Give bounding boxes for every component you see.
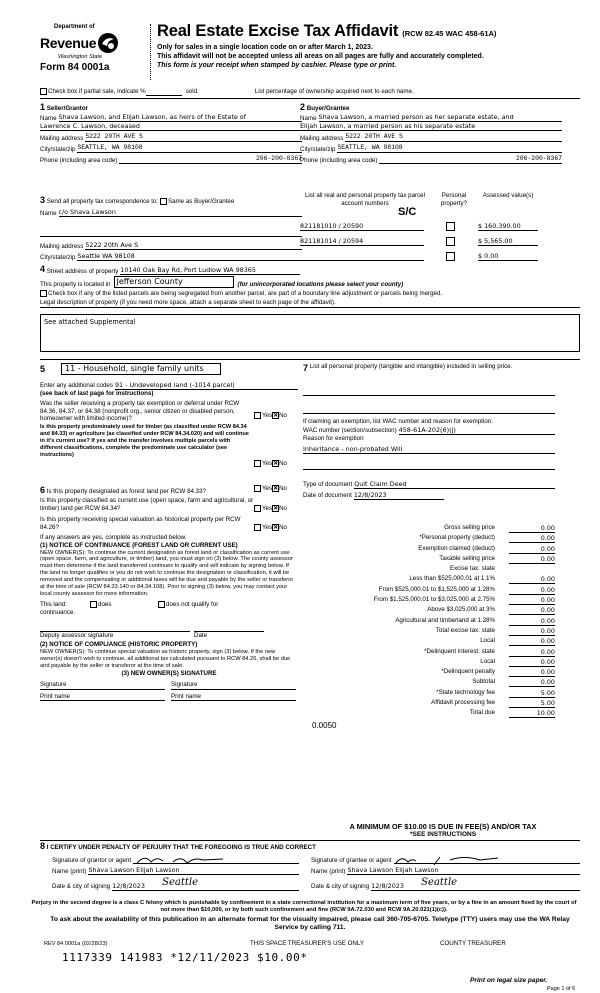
perjury-notice: Perjury in the second degree is a class C felony which is punishable by confinement in a state correctional institution for a maximum term of five years, or by a fine in an amount fixed by the court of not more than $10,000, or by both such confinement and fine (RCW 9A.72.030 and RCW 9A.20.021(1)(c)). xyxy=(31,900,577,913)
land-use-code-select[interactable]: 11 - Household, single family units xyxy=(61,363,221,375)
section-number: 4 xyxy=(40,264,46,274)
exemption-question: Was the seller receiving a property tax exemption or deferral under RCW 84.36, 84.37, or 84.38 (nonprofit org., senior citizen or disabled person, homeowner with limited income)? xyxy=(40,399,240,423)
header-note-3: This form is your receipt when stamped by cashier. Please type or print. xyxy=(157,62,397,70)
calc-label: Gross selling price xyxy=(444,524,495,531)
yes-label: Yes xyxy=(262,524,273,532)
page-number: Page 1 of 6 xyxy=(547,986,576,992)
yes-label: Yes xyxy=(262,485,273,493)
parcel-number-field[interactable] xyxy=(300,253,424,261)
notice-compliance-title: (2) NOTICE OF COMPLIANCE (HISTORIC PROPERTY) xyxy=(40,641,198,649)
calc-label: *Delinquent penalty xyxy=(441,668,495,676)
calc-row xyxy=(303,689,555,699)
grantor-name-field[interactable]: Shava Lawson Elijah Lawson xyxy=(88,866,299,875)
form-citation: (RCW 82.45 WAC 458-61A) xyxy=(402,29,497,38)
calc-label: Local xyxy=(480,637,495,645)
calc-row xyxy=(303,545,555,555)
section-number: 3 xyxy=(40,195,46,205)
location-section xyxy=(40,264,580,352)
section-5 xyxy=(40,363,298,468)
city-label: City/state/zip xyxy=(300,145,336,153)
calc-value[interactable]: 0.00 xyxy=(509,555,555,564)
seller-address-field[interactable]: 5222 20TH AVE S xyxy=(85,133,302,142)
calc-row xyxy=(303,678,555,688)
additional-codes-label: Enter any additional codes xyxy=(40,382,113,390)
partial-pct-field[interactable] xyxy=(146,88,182,96)
grantee-signature-label: Signature of grantee or agent xyxy=(311,856,392,864)
grantor-signature-field[interactable] xyxy=(133,854,299,864)
sc-stamp: S/C xyxy=(398,206,417,218)
section-number: 7 xyxy=(303,363,309,373)
assessed-value-field[interactable]: $ 0.00 xyxy=(478,252,538,261)
parcel-header: List all real and personal property tax parcel account numbers xyxy=(304,192,426,207)
section-8 xyxy=(40,841,580,891)
forest-no-checkbox[interactable]: ✕ xyxy=(273,486,279,492)
form-title: Real Estate Excise Tax Affidavit xyxy=(157,22,399,40)
see-back-note: (see back of last page for instructions) xyxy=(40,390,154,397)
current-use-yes-checkbox[interactable] xyxy=(254,505,261,512)
grantor-signature-label: Signature of grantor or agent xyxy=(52,856,132,864)
header-divider xyxy=(150,24,151,80)
grantee-signature-field[interactable] xyxy=(394,854,580,864)
historic-yes-checkbox[interactable] xyxy=(254,524,261,531)
reason-line[interactable] xyxy=(303,462,555,470)
deputy-signature-field[interactable]: Deputy assessor signature xyxy=(40,631,190,640)
exemption-label: If claiming an exemption, list WAC number and reason for exemption. xyxy=(303,418,493,426)
calc-label: Agricultural and timberland at 1.28% xyxy=(395,616,495,624)
calc-value[interactable]: 0.00 xyxy=(509,586,555,595)
grantor-signature-icon xyxy=(133,854,253,866)
segregate-checkbox[interactable] xyxy=(40,290,47,297)
date-city-label: Date & city of signing xyxy=(311,883,370,890)
grantor-city-field[interactable]: Seattle xyxy=(162,877,299,891)
section-number: 5 xyxy=(40,363,46,374)
calc-label: Above $3,025,000 at 3% xyxy=(427,606,495,614)
grantee-date-field[interactable]: 12/8/2023 xyxy=(371,882,421,891)
seller-name-line1[interactable]: Shava Lawson, and Elijah Lawson, as heirs of the Estate of xyxy=(59,113,302,122)
calc-row xyxy=(303,586,555,596)
this-land-label: This land: xyxy=(40,601,67,609)
calc-label: From $525,000.01 to $1,525,000 at 1.28% xyxy=(378,585,495,593)
calc-value[interactable]: 0.00 xyxy=(509,606,555,615)
name-label: Name xyxy=(40,209,57,217)
buyer-phone-field[interactable]: 206-200-8367 xyxy=(379,155,562,164)
city-label: City/state/zip xyxy=(40,145,76,153)
phone-label: Phone (including area code) xyxy=(40,156,118,164)
q1-no-checkbox[interactable]: ✕ xyxy=(273,412,279,419)
see-instructions-note: *SEE INSTRUCTIONS xyxy=(409,831,477,838)
buyer-address-field[interactable]: 5222 20TH AVE S xyxy=(345,133,562,142)
continuance-label: continuance. xyxy=(40,608,76,616)
partial-sale-checkbox[interactable] xyxy=(40,88,47,95)
deputy-date-field[interactable]: Date xyxy=(194,631,264,640)
mailing-address-label: Mailing address xyxy=(40,134,84,142)
state-label: Washington State xyxy=(58,53,103,60)
if-yes-note: If any answers are yes, complete as instructed below. xyxy=(40,534,187,542)
notice-continuance-title: (1) NOTICE OF CONTINUANCE (FOREST LAND OR CURRENT USE) xyxy=(40,541,238,549)
blank-line[interactable] xyxy=(40,229,302,237)
additional-codes-field[interactable]: 91 - Undeveloped land (-1014 parcel) xyxy=(115,381,298,390)
forest-yes-checkbox[interactable] xyxy=(254,485,261,492)
parcel-number-field[interactable]: 821181014 / 20594 xyxy=(300,237,424,246)
reason-field[interactable]: Inheritance - non-probated Will xyxy=(303,445,555,454)
street-label: Street address of property xyxy=(46,267,119,275)
buyer-name-line2[interactable]: Elijah Lawson, a married person as his separate estate xyxy=(300,122,562,131)
calc-label: *Personal property (deduct) xyxy=(419,534,495,542)
seller-section xyxy=(40,102,302,164)
timber-agri-question: Is this property predominately used for timber (as classified under RCW 84.34 and 84.33) or agriculture (as classified under RCW 84.34.020) and will continue in it's current use? If yes and the transfer involves multiple parcels with different classifications, complete the predominate use calculator (see instructions) xyxy=(40,424,249,458)
q1-yes-checkbox[interactable] xyxy=(254,412,261,419)
calc-value[interactable]: 0.00 xyxy=(509,534,555,543)
accessibility-notice: To ask about the availability of this publication in an alternate format for the visually impaired, please call 360-705-6705. Teletype (TTY) users may use the WA Relay Service by calling 711. xyxy=(50,916,570,932)
calc-row xyxy=(303,627,555,637)
calc-value[interactable]: 5.00 xyxy=(509,699,555,708)
calc-row xyxy=(303,555,555,565)
no-label: No xyxy=(279,411,288,419)
revenue-wordmark: Revenue xyxy=(40,34,97,51)
calc-label: *Delinquent interest: state xyxy=(424,647,495,655)
personal-property-line[interactable] xyxy=(303,406,555,414)
section-number: 6 xyxy=(40,485,46,495)
calc-label: From $1,525,000.01 to $3,025,000 at 2.75% xyxy=(373,596,495,604)
doc-type-field[interactable]: Quit Claim Deed xyxy=(354,480,555,489)
tax-calculation xyxy=(303,524,555,720)
new-owner-signature-2[interactable]: Signature xyxy=(171,681,296,690)
doc-date-field[interactable]: 12/8/2023 xyxy=(354,491,444,500)
historic-no-checkbox[interactable]: ✕ xyxy=(273,525,279,532)
personal-property-cell xyxy=(424,252,478,261)
seller-heading: Seller/Grantor xyxy=(46,105,89,112)
calc-row xyxy=(303,668,555,678)
new-owner-signature-1[interactable]: Signature xyxy=(40,681,165,690)
date-city-label: Date & city of signing xyxy=(52,883,111,890)
personal-property-cell xyxy=(424,222,478,231)
wac-label: WAC number (section/subsection) xyxy=(303,427,397,435)
new-owner-signature-title: (3) NEW OWNER(S) SIGNATURE xyxy=(121,670,217,678)
yes-label: Yes xyxy=(262,460,273,468)
calc-label: Total excise tax: state xyxy=(435,626,495,634)
parcel-rows xyxy=(300,222,562,261)
forest-question: Is this property designated as forest land per RCW 84.33? xyxy=(46,488,206,495)
calc-row xyxy=(303,575,555,585)
section-number: 2 xyxy=(300,102,306,112)
calc-value[interactable]: 0.00 xyxy=(509,617,555,626)
wac-field[interactable]: 458-61A-202(6)(j) xyxy=(399,426,555,435)
historic-question: Is this property receiving special valuation as historical property per RCW 84.26? xyxy=(40,516,241,531)
calc-row xyxy=(303,565,555,575)
section-number: 1 xyxy=(40,102,46,112)
calc-value[interactable]: 0.00 xyxy=(509,648,555,657)
personal-property-cell xyxy=(424,237,478,246)
calc-value[interactable]: 0.00 xyxy=(509,524,555,533)
calc-row xyxy=(303,658,555,668)
no-label: No xyxy=(279,460,288,468)
send-address-field[interactable]: 5222 20th Ave S xyxy=(85,241,302,250)
form-number: Form 84 0001a xyxy=(40,62,110,74)
buyer-heading: Buyer/Grantee xyxy=(306,105,350,112)
calc-value[interactable]: 0.00 xyxy=(509,627,555,636)
county-label: This property is located in xyxy=(40,280,111,288)
same-as-buyer-label: Same as Buyer/Grantee xyxy=(167,198,235,205)
reason-label: Reason for exemption xyxy=(303,435,364,442)
buyer-city-field[interactable]: SEATTLE, WA 98108 xyxy=(337,144,562,153)
county-select[interactable]: Jefferson County xyxy=(114,276,234,288)
section-number: 8 xyxy=(40,841,46,851)
calc-label: Exemption claimed (deduct) xyxy=(418,544,495,552)
partial-sale-label: Check box if partial sale, indicate % xyxy=(48,88,146,95)
no-label: No xyxy=(279,505,288,513)
send-name-field[interactable]: c/o Shava Lawson xyxy=(59,208,302,217)
personal-property-label: List all personal property (tangible and intangible) included in selling price. xyxy=(309,363,513,370)
calc-label: Less than $525,000.01 at 1.1% xyxy=(409,575,495,583)
yes-label: Yes xyxy=(262,411,273,419)
county-note: (for unincorporated locations please select your county) xyxy=(237,280,404,288)
personal-property-header: Personal property? xyxy=(440,192,468,207)
notice-continuance-body: NEW OWNER(S): To continue the current designation as forest land or classification as current use (open space, farm, and agriculture, or timber) land, you must sign on (3) below. The county assessor must then determine if the land transferred continues to qualify and will indicate by signing below. If the land no longer qualifies or you do not wish to continue the designation or classification, it will be removed and the compensating or additional taxes will be due and payable by the seller or transferor at the time of sale (RCW 84.33.140 or 84.34.108). Prior to signing (3) below, you may contact your local county assessor for more information. xyxy=(40,549,294,598)
section-7 xyxy=(303,363,555,500)
no-label: No xyxy=(279,485,288,493)
sold-label: sold. xyxy=(185,88,199,95)
personal-property-checkbox[interactable] xyxy=(446,252,455,261)
personal-property-line[interactable] xyxy=(303,388,555,396)
city-label: City/state/zip xyxy=(40,253,76,261)
dor-logo xyxy=(40,24,150,73)
name-print-label: Name (print) xyxy=(52,867,87,875)
divider xyxy=(40,98,580,99)
calc-label: Local xyxy=(480,657,495,665)
same-as-buyer-checkbox[interactable] xyxy=(160,198,167,205)
send-city-field[interactable]: Seattle WA 98108 xyxy=(77,252,302,261)
header-note-1: Only for sales in a single location code on or after March 1, 2023. xyxy=(157,44,373,51)
seller-city-field[interactable]: SEATTLE, WA 98108 xyxy=(77,144,302,153)
treasurer-use-label: THIS SPACE TREASURER'S USE ONLY xyxy=(250,940,364,947)
legal-paper-note: Print on legal size paper. xyxy=(470,977,548,984)
calc-row xyxy=(303,699,555,709)
revision-label: REV 84 0001a (02/28/23) xyxy=(44,941,108,947)
doc-date-label: Date of document xyxy=(303,492,352,499)
calc-row xyxy=(303,524,555,534)
certify-label: I CERTIFY UNDER PENALTY OF PERJURY THAT THE FOREGOING IS TRUE AND CORRECT xyxy=(46,844,316,851)
ownership-pct-label: List percentage of ownership acquired next to each name. xyxy=(254,88,414,95)
cashier-receipt-stamp: 1117339 141983 *12/11/2023 $10.00* xyxy=(62,951,308,964)
calc-label: Subtotal xyxy=(472,678,495,686)
calc-row xyxy=(303,596,555,606)
grantee-name-field[interactable]: Shava Lawson Elijah Lawson xyxy=(347,866,580,875)
divider xyxy=(40,359,580,360)
calc-label: Taxable selling price xyxy=(439,554,495,562)
mailing-address-label: Mailing address xyxy=(300,134,344,142)
calc-value[interactable]: 0.00 xyxy=(509,668,555,677)
personal-property-checkbox[interactable] xyxy=(446,222,455,231)
county-treasurer-label: COUNTY TREASURER xyxy=(440,940,506,947)
street-address-field[interactable]: 10140 Oak Bay Rd, Port Ludlow WA 98365 xyxy=(120,266,300,275)
calc-value[interactable]: 0.00 xyxy=(509,575,555,584)
calc-row xyxy=(303,606,555,616)
parcels-section xyxy=(300,192,562,261)
calc-value[interactable]: 10.00 xyxy=(509,709,555,718)
mailing-address-label: Mailing address xyxy=(40,242,84,250)
grantee-city-field[interactable]: Seattle xyxy=(421,877,580,891)
legal-description-field[interactable]: See attached Supplemental xyxy=(40,314,580,352)
doc-type-label: Type of document xyxy=(303,481,353,488)
assessed-value-field[interactable]: $ 160,390.00 xyxy=(478,222,538,231)
does-checkbox[interactable] xyxy=(90,601,97,608)
seller-phone-field[interactable]: 206-200-8367 xyxy=(119,155,302,164)
dept-label: Department of xyxy=(54,24,95,30)
does-not-label: does not qualify for xyxy=(166,601,219,609)
legal-description-label: Legal description of property (if you need more space, attach a separate sheet to each page of the affidavit). xyxy=(40,299,580,308)
header-text xyxy=(157,22,577,70)
minimum-due-note: A MINIMUM OF $10.00 IS DUE IN FEE(S) AND/OR TAX xyxy=(349,822,537,831)
name-print-label: Name (print) xyxy=(311,867,346,875)
calc-label: *State technology fee xyxy=(436,688,495,696)
header-note-2: This affidavit will not be accepted unless all areas on all pages are fully and accurately completed. xyxy=(157,53,484,61)
name-label: Name xyxy=(300,114,317,122)
does-label: does xyxy=(98,601,112,609)
seller-name-line2[interactable]: Lawrence C. Lawson, deceased xyxy=(40,122,302,131)
calc-row xyxy=(303,534,555,544)
calc-row xyxy=(303,617,555,627)
parcel-number-field[interactable]: 821181010 / 20590 xyxy=(300,222,424,231)
grantee-signature-icon xyxy=(394,854,514,866)
section-6 xyxy=(40,485,298,701)
calc-value[interactable]: 0.00 xyxy=(509,545,555,554)
current-use-question: Is this property classified as current use (open space, farm and agricultural, or timber) land per RCW 84.34? xyxy=(40,497,254,512)
calc-label: Affidavit processing fee xyxy=(431,699,495,707)
calc-value[interactable]: 0.00 xyxy=(509,596,555,605)
new-owner-print-1[interactable]: Print name xyxy=(40,693,165,702)
buyer-name-line1[interactable]: Shava Lawson, a married person as her separate estate, and xyxy=(319,113,562,122)
q2-yes-checkbox[interactable] xyxy=(254,460,261,467)
calc-row xyxy=(303,709,555,719)
buyer-section xyxy=(300,102,562,164)
calc-value[interactable]: 0.00 xyxy=(509,678,555,687)
partial-sale-row xyxy=(40,88,580,96)
send-label: Send all property tax correspondence to: xyxy=(46,198,159,205)
calc-value[interactable]: 0.00 xyxy=(509,637,555,646)
parcel-row xyxy=(300,222,562,231)
notice-compliance-body: NEW OWNER(S): To continue special valuation as historic property, sign (3) below. If the new owner(s) doesn't wish to continue, all additional tax calculated pursuant to RCW 84.26, shall be due and payable by the seller or transferor at the time of sale. xyxy=(40,649,291,670)
parcel-row xyxy=(300,237,562,246)
calc-row xyxy=(303,648,555,658)
calc-label: Total due xyxy=(469,709,495,717)
assessed-value-field[interactable]: $ 5,565.00 xyxy=(478,237,538,246)
segregate-label: Check box if any of the listed parcels are being segregated from another parcel, are part of a boundary line adjustment or parcels being merged. xyxy=(48,290,443,298)
assessed-value-header: Assessed value(s) xyxy=(482,192,534,199)
send-correspondence-section xyxy=(40,195,302,261)
parcel-row xyxy=(300,252,562,261)
new-owner-print-2[interactable]: Print name xyxy=(171,693,296,702)
yes-label: Yes xyxy=(262,505,273,513)
calc-value[interactable]: 0.00 xyxy=(509,658,555,667)
q2-no-checkbox[interactable]: ✕ xyxy=(273,461,279,467)
calc-label: Excise tax: state xyxy=(449,565,495,573)
phone-label: Phone (including area code) xyxy=(300,156,378,164)
local-rate: 0.0050 xyxy=(312,721,337,730)
calc-value[interactable]: 5.00 xyxy=(509,689,555,698)
revenue-logo-icon xyxy=(96,32,120,54)
grantor-date-field[interactable]: 12/8/2023 xyxy=(112,882,162,891)
does-not-checkbox[interactable] xyxy=(158,601,165,608)
personal-property-checkbox[interactable] xyxy=(446,237,455,246)
current-use-no-checkbox[interactable]: ✕ xyxy=(273,506,279,513)
name-label: Name xyxy=(40,114,57,122)
no-label: No xyxy=(279,524,288,532)
calc-row xyxy=(303,637,555,647)
